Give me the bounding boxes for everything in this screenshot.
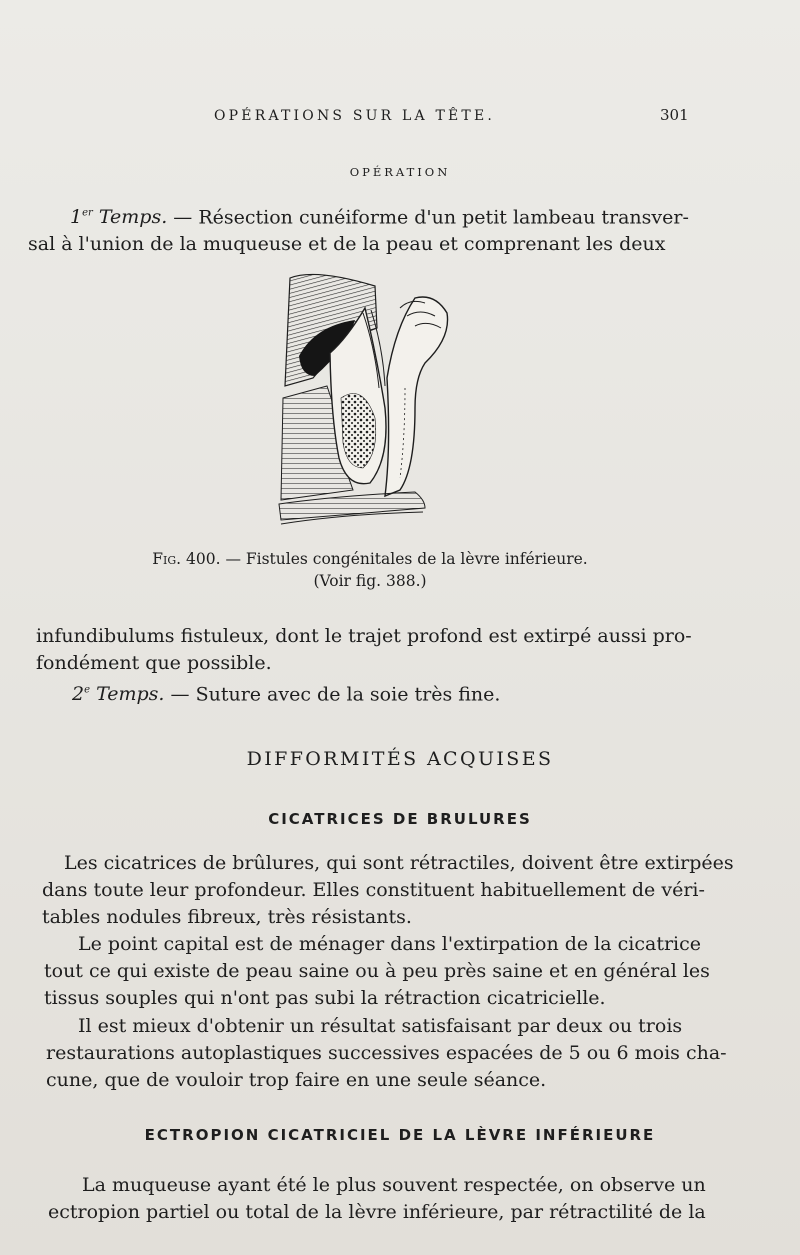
para-line: ectropion partiel ou total de la lèvre inférieure, par rétractilité de la [48, 1201, 706, 1223]
caption-line: Fig. 400. — Fistules congénitales de la lèvre inférieure. [152, 550, 588, 568]
figure-caption [140, 548, 600, 592]
page-number: 301 [660, 106, 689, 124]
heading-cicatrices: CICATRICES DE BRULURES [268, 810, 532, 828]
para-line: tables nodules fibreux, très résistants. [42, 906, 412, 928]
paragraph-second-step [36, 623, 692, 708]
paragraph-first-step [28, 200, 689, 258]
caption-line: (Voir fig. 388.) [313, 572, 427, 590]
anatomical-figure-lip-fistula [275, 268, 457, 530]
para-line: 1er Temps. — Résection cunéiforme d'un petit lambeau transver- [70, 206, 689, 229]
para-line: cune, que de vouloir trop faire en une seule séance. [46, 1069, 547, 1091]
para-line: restaurations autoplastiques successives espacées de 5 ou 6 mois cha- [46, 1042, 727, 1064]
fig-abbrev: Fig. [152, 550, 182, 568]
para-line: Il est mieux d'obtenir un résultat satisfaisant par deux ou trois [78, 1015, 683, 1037]
para-line: 2e Temps. — Suture avec de la soie très fine. [72, 683, 501, 706]
temps-label: 1er Temps. [70, 206, 168, 229]
section-label: OPÉRATION [349, 165, 451, 179]
paragraph-ectropion [48, 1172, 706, 1226]
running-title: OPÉRATIONS SUR LA TÊTE. [214, 108, 496, 124]
para-line: fondément que possible. [36, 652, 272, 674]
paragraph-mieux [46, 1013, 727, 1094]
temps-label: 2e Temps. [72, 683, 165, 706]
heading-difformites: DIFFORMITÉS ACQUISES [246, 748, 554, 770]
para-line: sal à l'union de la muqueuse et de la peau et comprenant les deux [28, 233, 666, 256]
paragraph-cicatrices [42, 850, 734, 931]
para-line: infundibulums fistuleux, dont le trajet profond est extirpé aussi pro- [36, 625, 692, 647]
paragraph-point-capital [44, 931, 710, 1012]
para-line: dans toute leur profondeur. Elles constituent habituellement de véri- [42, 879, 705, 901]
para-line: La muqueuse ayant été le plus souvent respectée, on observe un [82, 1174, 706, 1196]
para-line: Les cicatrices de brûlures, qui sont rétractiles, doivent être extirpées [64, 852, 734, 874]
para-line: tout ce qui existe de peau saine ou à peu près saine et en général les [44, 960, 710, 982]
para-line: tissus souples qui n'ont pas subi la rétraction cicatricielle. [44, 987, 606, 1009]
heading-ectropion: ECTROPION CICATRICIEL DE LA LÈVRE INFÉRIEURE [144, 1126, 656, 1144]
para-line: Le point capital est de ménager dans l'extirpation de la cicatrice [78, 933, 701, 955]
